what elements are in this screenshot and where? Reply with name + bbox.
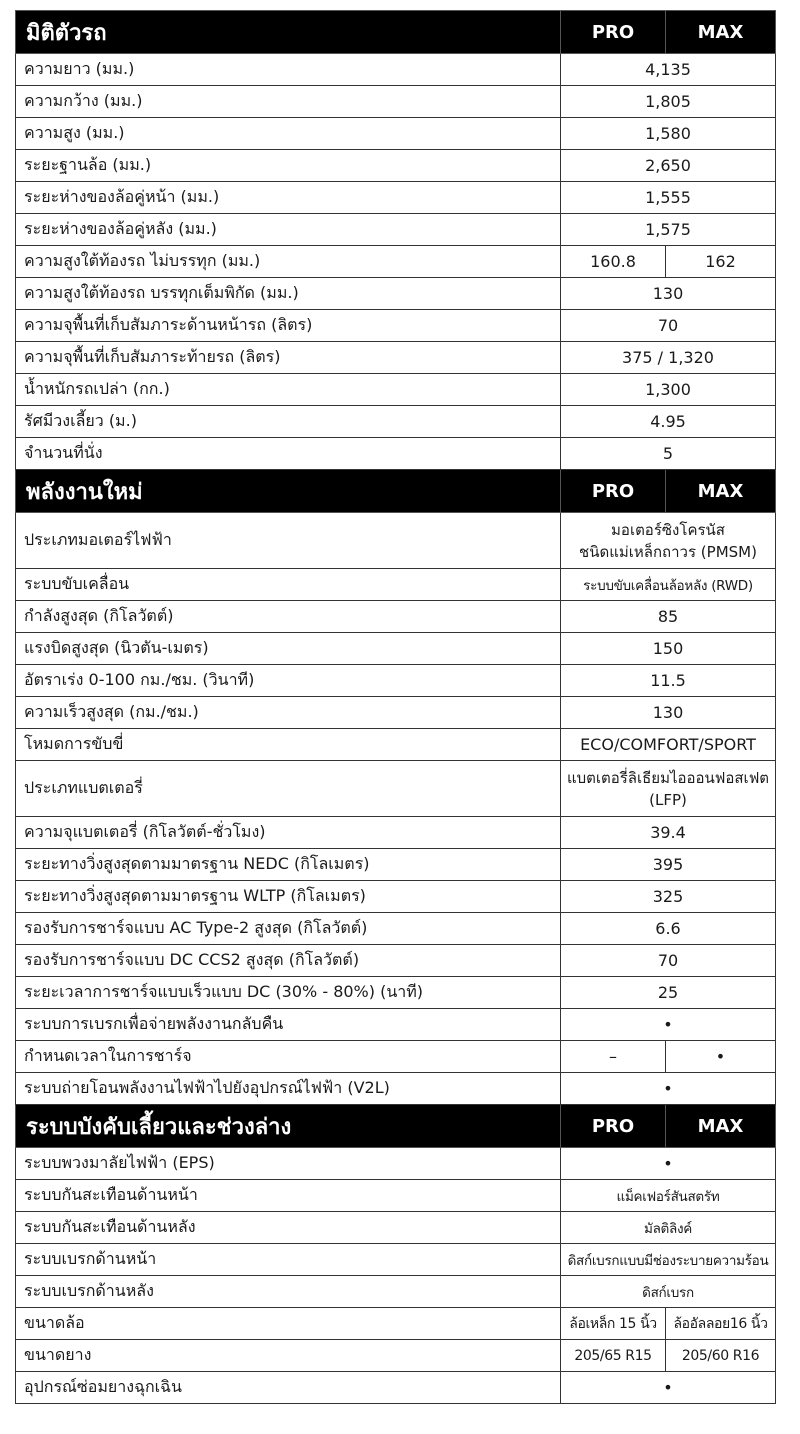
spec-row bbox=[16, 569, 776, 601]
spec-label: ระยะทางวิ่งสูงสุดตามมาตรฐาน WLTP (กิโลเมตร) bbox=[16, 881, 561, 913]
spec-label: ความสูงใต้ท้องรถ บรรทุกเต็มพิกัด (มม.) bbox=[16, 278, 561, 310]
spec-label: ความกว้าง (มม.) bbox=[16, 86, 561, 118]
spec-sheet bbox=[15, 10, 775, 1404]
spec-label: ระยะห่างของล้อคู่หลัง (มม.) bbox=[16, 214, 561, 246]
spec-label: ขนาดยาง bbox=[16, 1340, 561, 1372]
spec-row bbox=[16, 513, 776, 569]
spec-row bbox=[16, 1212, 776, 1244]
spec-row bbox=[16, 406, 776, 438]
spec-value-pro: ล้อเหล็ก 15 นิ้ว bbox=[561, 1308, 666, 1340]
spec-row bbox=[16, 761, 776, 817]
spec-row bbox=[16, 849, 776, 881]
spec-label: ความยาว (มม.) bbox=[16, 54, 561, 86]
spec-row bbox=[16, 1148, 776, 1180]
spec-row bbox=[16, 697, 776, 729]
spec-value: 4.95 bbox=[561, 406, 776, 438]
spec-row bbox=[16, 214, 776, 246]
spec-label: ประเภทแบตเตอรี่ bbox=[16, 761, 561, 817]
spec-value: 4,135 bbox=[561, 54, 776, 86]
section-title: พลังงานใหม่ bbox=[16, 470, 561, 513]
spec-row bbox=[16, 438, 776, 470]
spec-label: อัตราเร่ง 0-100 กม./ชม. (วินาที) bbox=[16, 665, 561, 697]
spec-label: ระบบขับเคลื่อน bbox=[16, 569, 561, 601]
spec-table bbox=[15, 10, 776, 1404]
spec-value: 11.5 bbox=[561, 665, 776, 697]
spec-value: 6.6 bbox=[561, 913, 776, 945]
spec-value: 1,555 bbox=[561, 182, 776, 214]
spec-value: 5 bbox=[561, 438, 776, 470]
spec-row bbox=[16, 729, 776, 761]
spec-row bbox=[16, 182, 776, 214]
spec-label: ระบบกันสะเทือนด้านหลัง bbox=[16, 1212, 561, 1244]
spec-label: ความจุพื้นที่เก็บสัมภาระด้านหน้ารถ (ลิตร) bbox=[16, 310, 561, 342]
spec-value-pro: 205/65 R15 bbox=[561, 1340, 666, 1372]
spec-value: มัลติลิงค์ bbox=[561, 1212, 776, 1244]
spec-row bbox=[16, 633, 776, 665]
spec-value: • bbox=[561, 1009, 776, 1041]
spec-row bbox=[16, 1041, 776, 1073]
spec-row bbox=[16, 54, 776, 86]
spec-value-max: ล้ออัลลอย16 นิ้ว bbox=[666, 1308, 776, 1340]
spec-value-pro: – bbox=[561, 1041, 666, 1073]
spec-row bbox=[16, 1009, 776, 1041]
spec-row bbox=[16, 310, 776, 342]
spec-value: 1,805 bbox=[561, 86, 776, 118]
spec-value: 39.4 bbox=[561, 817, 776, 849]
spec-row bbox=[16, 913, 776, 945]
spec-row bbox=[16, 881, 776, 913]
column-header-pro: PRO bbox=[561, 470, 666, 513]
spec-label: โหมดการขับขี่ bbox=[16, 729, 561, 761]
column-header-pro: PRO bbox=[561, 1105, 666, 1148]
spec-row bbox=[16, 150, 776, 182]
spec-label: ความจุแบตเตอรี่ (กิโลวัตต์-ชั่วโมง) bbox=[16, 817, 561, 849]
spec-row bbox=[16, 977, 776, 1009]
spec-value: 1,575 bbox=[561, 214, 776, 246]
spec-label: ความจุพื้นที่เก็บสัมภาระท้ายรถ (ลิตร) bbox=[16, 342, 561, 374]
spec-value-max: • bbox=[666, 1041, 776, 1073]
spec-value: • bbox=[561, 1372, 776, 1404]
spec-value: 150 bbox=[561, 633, 776, 665]
spec-value: มอเตอร์ซิงโครนัส ชนิดแม่เหล็กถาวร (PMSM) bbox=[561, 513, 776, 569]
spec-row bbox=[16, 1073, 776, 1105]
spec-label: ความสูง (มม.) bbox=[16, 118, 561, 150]
spec-value: • bbox=[561, 1073, 776, 1105]
spec-label: กำหนดเวลาในการชาร์จ bbox=[16, 1041, 561, 1073]
spec-value-max: 205/60 R16 bbox=[666, 1340, 776, 1372]
spec-label: ประเภทมอเตอร์ไฟฟ้า bbox=[16, 513, 561, 569]
spec-value: 130 bbox=[561, 697, 776, 729]
spec-label: จำนวนที่นั่ง bbox=[16, 438, 561, 470]
spec-value: ระบบขับเคลื่อนล้อหลัง (RWD) bbox=[561, 569, 776, 601]
spec-label: รัศมีวงเลี้ยว (ม.) bbox=[16, 406, 561, 438]
spec-row bbox=[16, 1244, 776, 1276]
spec-label: ระยะทางวิ่งสูงสุดตามมาตรฐาน NEDC (กิโลเมตร) bbox=[16, 849, 561, 881]
spec-row bbox=[16, 278, 776, 310]
spec-value: 70 bbox=[561, 310, 776, 342]
spec-row bbox=[16, 665, 776, 697]
spec-row bbox=[16, 1180, 776, 1212]
spec-label: แรงบิดสูงสุด (นิวตัน-เมตร) bbox=[16, 633, 561, 665]
spec-label: รองรับการชาร์จแบบ AC Type-2 สูงสุด (กิโลวัตต์) bbox=[16, 913, 561, 945]
spec-value: 1,300 bbox=[561, 374, 776, 406]
spec-value: ดิสก์เบรกแบบมีช่องระบายความร้อน bbox=[561, 1244, 776, 1276]
column-header-max: MAX bbox=[666, 1105, 776, 1148]
spec-row bbox=[16, 601, 776, 633]
spec-label: ระยะเวลาการชาร์จแบบเร็วแบบ DC (30% - 80%) (นาที) bbox=[16, 977, 561, 1009]
spec-row bbox=[16, 1372, 776, 1404]
spec-label: ระบบกันสะเทือนด้านหน้า bbox=[16, 1180, 561, 1212]
section-header bbox=[16, 470, 776, 513]
spec-label: อุปกรณ์ซ่อมยางฉุกเฉิน bbox=[16, 1372, 561, 1404]
spec-value: 25 bbox=[561, 977, 776, 1009]
spec-label: ความสูงใต้ท้องรถ ไม่บรรทุก (มม.) bbox=[16, 246, 561, 278]
spec-row bbox=[16, 86, 776, 118]
section-header bbox=[16, 1105, 776, 1148]
column-header-max: MAX bbox=[666, 11, 776, 54]
spec-value: • bbox=[561, 1148, 776, 1180]
spec-row bbox=[16, 1340, 776, 1372]
spec-label: น้ำหนักรถเปล่า (กก.) bbox=[16, 374, 561, 406]
spec-label: ระยะฐานล้อ (มม.) bbox=[16, 150, 561, 182]
spec-row bbox=[16, 342, 776, 374]
section-header bbox=[16, 11, 776, 54]
spec-value: 70 bbox=[561, 945, 776, 977]
spec-row bbox=[16, 246, 776, 278]
spec-value: 395 bbox=[561, 849, 776, 881]
spec-value-pro: 160.8 bbox=[561, 246, 666, 278]
spec-row bbox=[16, 374, 776, 406]
spec-label: ระบบเบรกด้านหลัง bbox=[16, 1276, 561, 1308]
section-title: ระบบบังคับเลี้ยวและช่วงล่าง bbox=[16, 1105, 561, 1148]
spec-value: 1,580 bbox=[561, 118, 776, 150]
spec-row bbox=[16, 1276, 776, 1308]
spec-value: ECO/COMFORT/SPORT bbox=[561, 729, 776, 761]
spec-row bbox=[16, 945, 776, 977]
spec-label: กำลังสูงสุด (กิโลวัตต์) bbox=[16, 601, 561, 633]
spec-label: รองรับการชาร์จแบบ DC CCS2 สูงสุด (กิโลวัตต์) bbox=[16, 945, 561, 977]
spec-value: 2,650 bbox=[561, 150, 776, 182]
spec-value: 85 bbox=[561, 601, 776, 633]
spec-value: ดิสก์เบรก bbox=[561, 1276, 776, 1308]
spec-label: ขนาดล้อ bbox=[16, 1308, 561, 1340]
spec-value: แบตเตอรี่ลิเธียมไอออนฟอสเฟต (LFP) bbox=[561, 761, 776, 817]
spec-label: ระยะห่างของล้อคู่หน้า (มม.) bbox=[16, 182, 561, 214]
spec-row bbox=[16, 1308, 776, 1340]
spec-value: 130 bbox=[561, 278, 776, 310]
spec-value: 375 / 1,320 bbox=[561, 342, 776, 374]
spec-label: ระบบการเบรกเพื่อจ่ายพลังงานกลับคืน bbox=[16, 1009, 561, 1041]
column-header-max: MAX bbox=[666, 470, 776, 513]
spec-label: ระบบถ่ายโอนพลังงานไฟฟ้าไปยังอุปกรณ์ไฟฟ้า (V2L) bbox=[16, 1073, 561, 1105]
spec-value-max: 162 bbox=[666, 246, 776, 278]
section-title: มิติตัวรถ bbox=[16, 11, 561, 54]
spec-value: 325 bbox=[561, 881, 776, 913]
spec-row bbox=[16, 817, 776, 849]
spec-value: แม็คเฟอร์สันสตรัท bbox=[561, 1180, 776, 1212]
spec-row bbox=[16, 118, 776, 150]
column-header-pro: PRO bbox=[561, 11, 666, 54]
spec-label: ระบบเบรกด้านหน้า bbox=[16, 1244, 561, 1276]
spec-label: ความเร็วสูงสุด (กม./ชม.) bbox=[16, 697, 561, 729]
spec-label: ระบบพวงมาลัยไฟฟ้า (EPS) bbox=[16, 1148, 561, 1180]
